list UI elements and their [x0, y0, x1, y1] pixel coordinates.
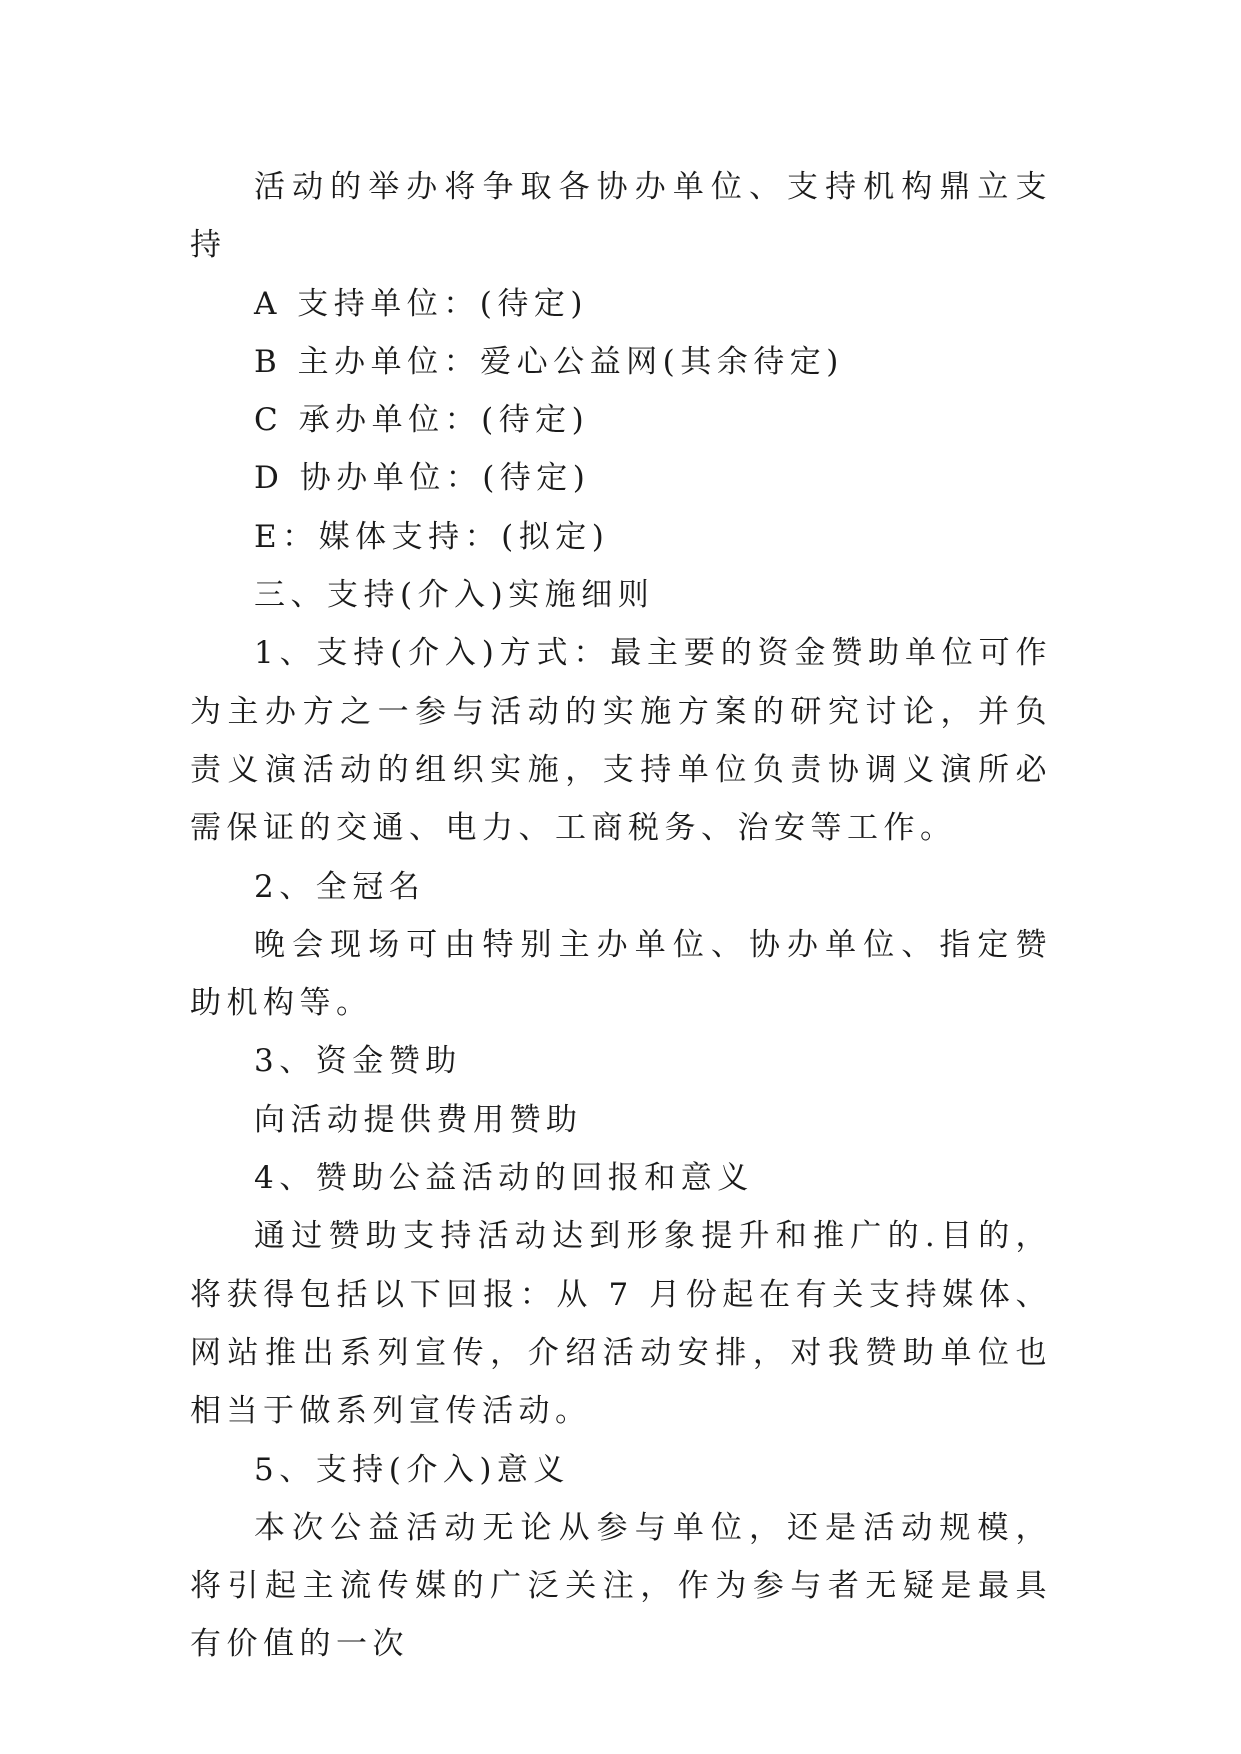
paragraph-support-method: 1、支持(介入)方式：最主要的资金赞助单位可作为主办方之一参与活动的实施方案的研究讨论，并负责义演活动的组织实施，支持单位负责协调义演所必需保证的交通、电力、工商税务、治安等工作。 [190, 635, 1052, 847]
paragraph-funding: 向活动提供费用赞助 [254, 1101, 583, 1138]
subheading-funding: 3、资金赞助 [254, 1043, 462, 1080]
section-heading-implementation: 三、支持(介入)实施细则 [254, 577, 655, 614]
paragraph-intro: 活动的举办将争取各协办单位、支持机构鼎立支持 [190, 169, 1052, 264]
paragraph-significance: 本次公益活动无论从参与单位，还是活动规模，将引起主流传媒的广泛关注，作为参与者无疑是最具有价值的一次 [190, 1509, 1052, 1663]
paragraph-title-sponsorship: 晚会现场可由特别主办单位、协办单位、指定赞助机构等。 [190, 926, 1052, 1022]
paragraph-support-unit: A 支持单位：(待定) [254, 285, 588, 322]
subheading-significance: 5、支持(介入)意义 [254, 1451, 570, 1488]
subheading-returns: 4、赞助公益活动的回报和意义 [254, 1160, 754, 1197]
paragraph-returns: 通过赞助支持活动达到形象提升和推广的.目的，将获得包括以下回报：从 7 月份起在有关支持媒体、网站推出系列宣传，介绍活动安排，对我赞助单位也相当于做系列宣传活动。 [190, 1218, 1052, 1430]
paragraph-co-organizer-unit: D 协办单位：(待定) [254, 460, 591, 497]
subheading-title-sponsorship: 2、全冠名 [254, 868, 426, 905]
paragraph-host-unit: B 主办单位：爱心公益网(其余待定) [254, 343, 844, 380]
paragraph-organizer-unit: C 承办单位：(待定) [254, 402, 590, 439]
paragraph-media-support: E：媒体支持：(拟定) [254, 518, 610, 555]
document-body [190, 158, 1052, 1674]
